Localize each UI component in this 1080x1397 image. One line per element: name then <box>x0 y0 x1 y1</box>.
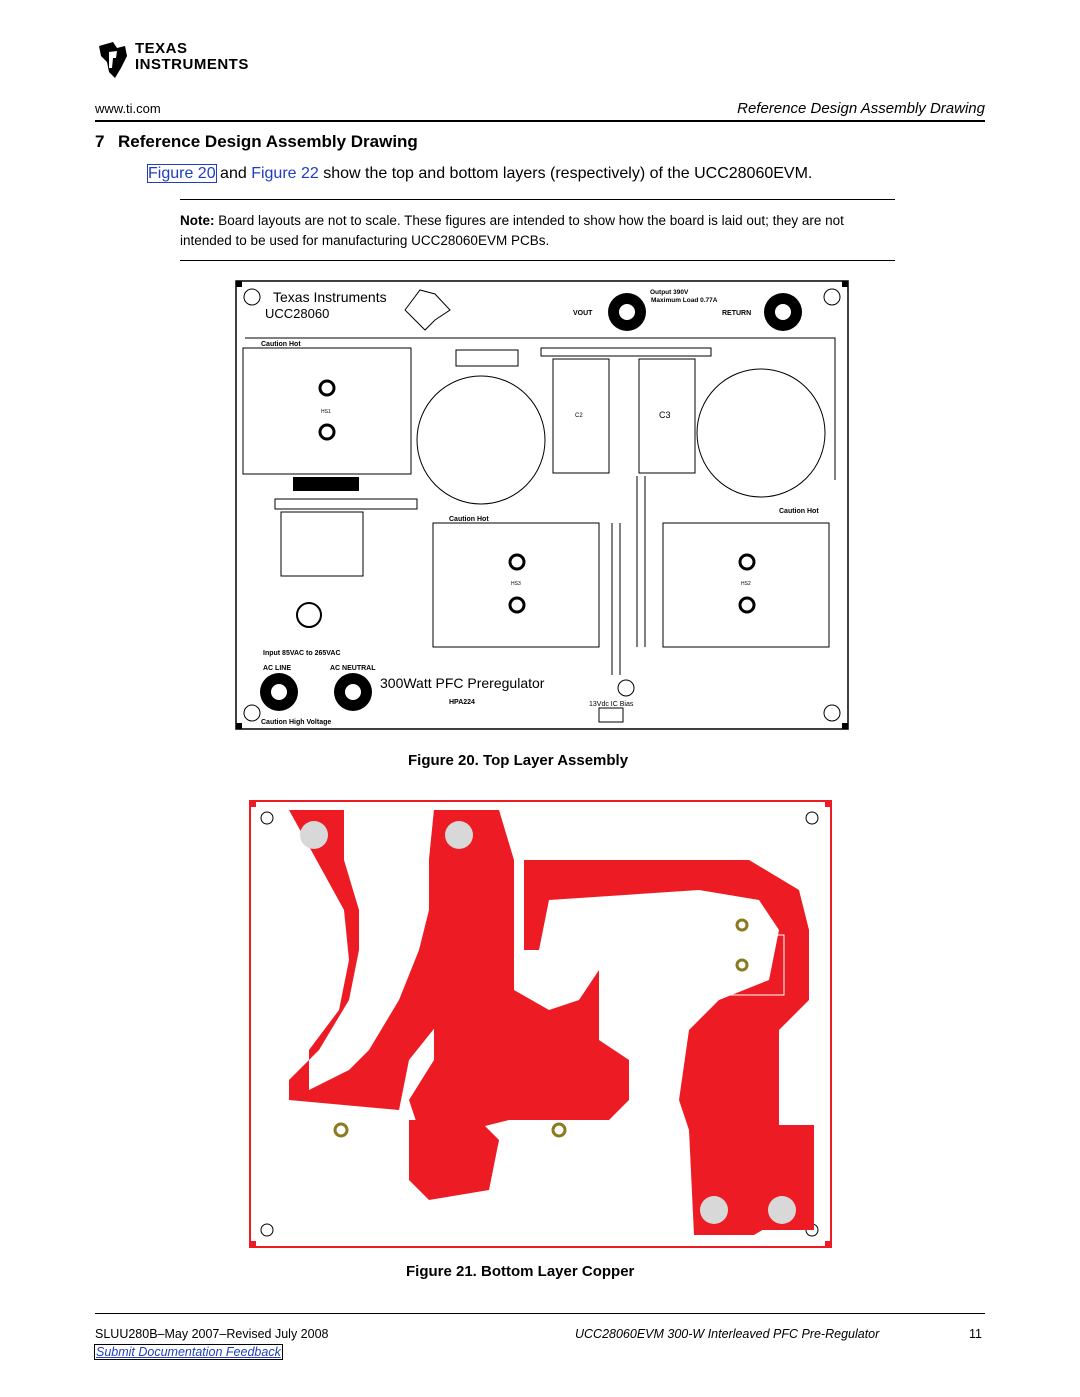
header-rule <box>95 120 985 122</box>
silk-brand: Texas Instruments <box>273 289 387 305</box>
silk-title: 300Watt PFC Preregulator <box>380 675 545 691</box>
silk-hs3: HS3 <box>511 581 521 587</box>
feedback-link[interactable]: Submit Documentation Feedback <box>96 1345 281 1359</box>
silk-part: UCC28060 <box>265 306 330 321</box>
brand-line2: INSTRUMENTS <box>135 56 249 73</box>
silk-bias: 13Vdc IC Bias <box>589 701 634 708</box>
silk-return: RETURN <box>722 310 752 317</box>
top-layer-assembly <box>235 280 849 730</box>
brand-name <box>135 41 249 73</box>
silk-board-id: HPA224 <box>449 699 475 706</box>
page-number: 11 <box>969 1327 982 1341</box>
silk-c3: C3 <box>659 410 671 420</box>
silk-caution-high-voltage: Caution High Voltage <box>261 719 332 726</box>
running-title: Reference Design Assembly Drawing <box>737 100 985 117</box>
intro-and: and <box>215 165 252 182</box>
figure21-caption: Figure 21. Bottom Layer Copper <box>406 1263 635 1280</box>
note-text: Board layouts are not to scale. These figures are intended to show how the board is laid out; they are not intended to be used for manufacturing UCC28060EVM PCBs. <box>180 213 844 248</box>
note-rule-bottom <box>180 260 895 261</box>
silk-caution-hot-3: Caution Hot <box>779 508 819 515</box>
silk-input: Input 85VAC to 265VAC <box>263 650 341 657</box>
silk-hs1: HS1 <box>321 409 331 415</box>
section-title: Reference Design Assembly Drawing <box>118 132 418 151</box>
website[interactable]: www.ti.com <box>95 101 161 116</box>
brand-line1: TEXAS <box>135 40 188 57</box>
silk-caution-hot-1: Caution Hot <box>261 341 301 348</box>
silk-c2: C2 <box>575 413 583 419</box>
silk-output: Output 390V <box>650 289 689 296</box>
silk-max-load: Maximum Load 0.77A <box>651 297 718 304</box>
section-number: 7 <box>95 132 105 151</box>
silk-ac-line: AC LINE <box>263 665 291 672</box>
silk-caution-hot-2: Caution Hot <box>449 516 489 523</box>
figure20-link[interactable]: Figure 20 <box>148 165 216 182</box>
footer-rule <box>95 1313 985 1314</box>
doc-title: UCC28060EVM 300-W Interleaved PFC Pre-Regulator <box>575 1327 880 1341</box>
silk-ac-neutral: AC NEUTRAL <box>330 665 376 672</box>
note-rule-top <box>180 199 895 200</box>
silk-vout: VOUT <box>573 310 593 317</box>
figure22-link[interactable]: Figure 22 <box>251 165 319 182</box>
note-box <box>180 211 895 251</box>
intro-rest: show the top and bottom layers (respectively) of the UCC28060EVM. <box>318 165 813 182</box>
doc-id: SLUU280B–May 2007–Revised July 2008 <box>95 1327 329 1341</box>
note-label: Note: <box>180 213 215 228</box>
figure20-caption: Figure 20. Top Layer Assembly <box>408 752 629 769</box>
bottom-layer-copper <box>249 800 832 1248</box>
silk-hs2: HS2 <box>741 581 751 587</box>
intro-paragraph <box>148 165 812 183</box>
